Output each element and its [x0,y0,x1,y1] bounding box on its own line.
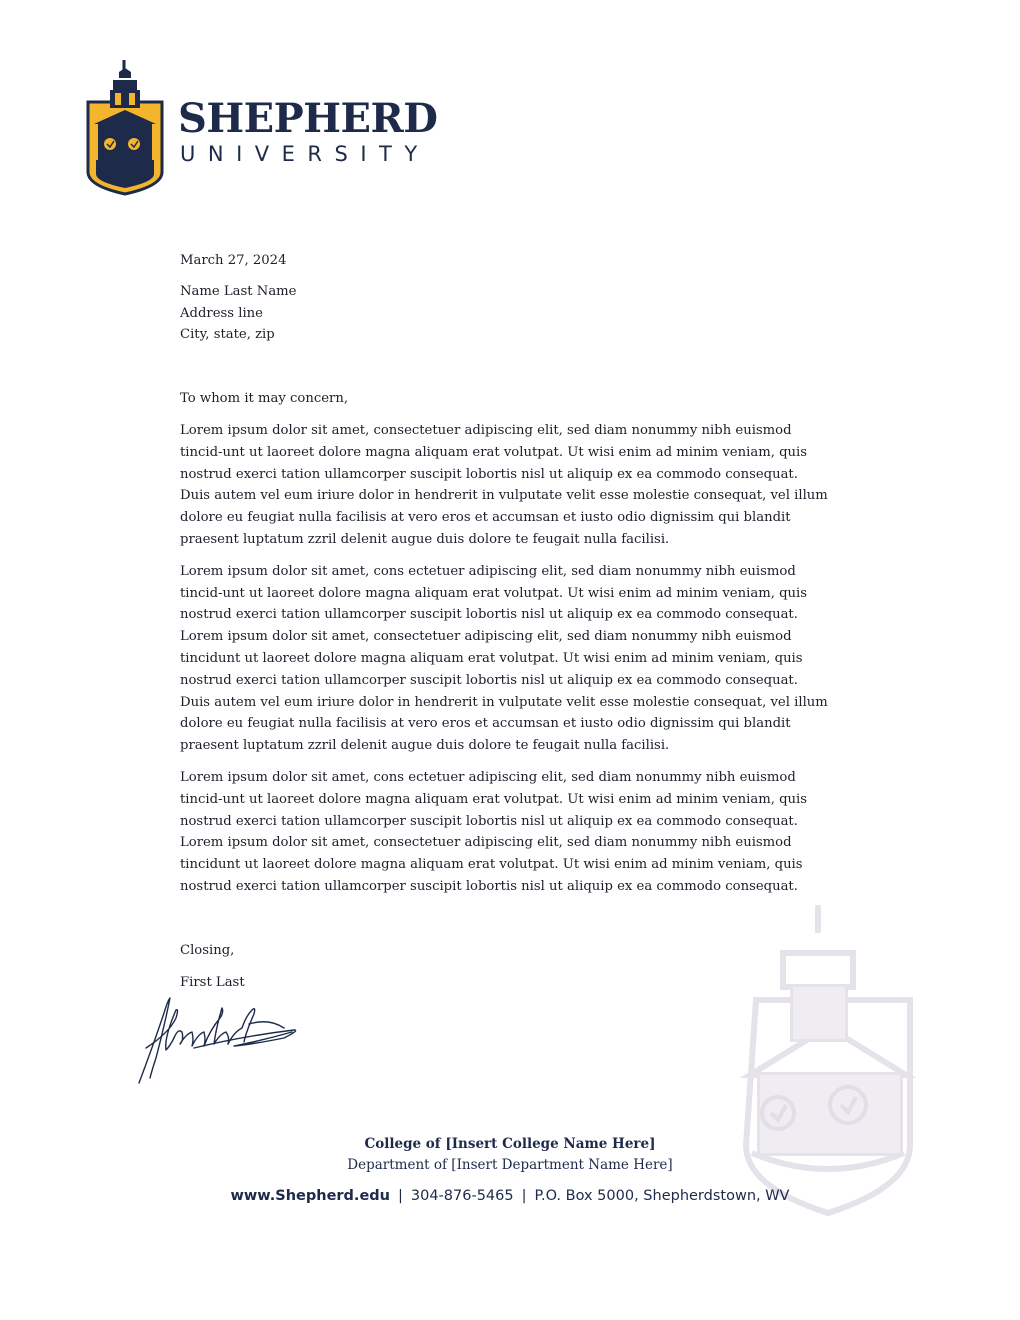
letter-body [180,250,832,993]
handwritten-signature [134,988,300,1088]
recipient-name: Name Last Name [180,283,297,299]
logo-subtitle: UNIVERSITY [180,142,430,166]
body-paragraph: Lorem ipsum dolor sit amet, cons ectetuer adipiscing elit, sed diam nonummy nibh euismod tincid-unt ut laoreet dolore magna aliquam erat volutpat. Ut wisi enim ad minim veniam, quis nostrud exerci tation ullamcorper suscipit lobortis nisl ut aliquip ex ea commodo consequat. Lorem ipsum dolor sit amet, consectetuer adipiscing elit, sed diam nonummy nibh euismod tincidunt ut laoreet dolore magna aliquam erat volutpat. Ut wisi enim ad minim veniam, quis nostrud exerci tation ullamcorper suscipit lobortis nisl ut aliquip ex ea commodo consequat. Duis autem vel eum iriure dolor in hendrerit in vulputate velit esse molestie consequat, vel illum dolore eu feugiat nulla facilisis at vero eros et accumsan et iusto odio dignissim qui blandit praesent luptatum zzril delenit augue duis dolore te feugait nulla facilisi. [180,563,828,754]
signer-name: First Last [180,974,245,990]
footer-phone: 304-876-5465 [410,1188,514,1204]
footer-separator: | [397,1188,403,1204]
clock-tower-crest-icon [86,60,164,196]
recipient-city: City, state, zip [180,327,275,343]
logo-wordmark: SHEPHERD [178,95,438,142]
footer-college: College of [Insert College Name Here] [364,1136,656,1152]
footer-address: P.O. Box 5000, Shepherdstown, WV [534,1188,790,1204]
recipient-address: Address line [180,305,263,321]
shepherd-university-logo [86,60,446,196]
footer-separator: | [521,1188,527,1204]
letter-date: March 27, 2024 [180,253,287,268]
footer-contact-line [0,1188,1020,1204]
body-paragraph: Lorem ipsum dolor sit amet, consectetuer adipiscing elit, sed diam nonummy nibh euismod tincid-unt ut laoreet dolore magna aliquam erat volutpat. Ut wisi enim ad minim veniam, quis nostrud exerci tation ullamcorper suscipit lobortis nisl ut aliquip ex ea commodo consequat. Duis autem vel eum iriure dolor in hendrerit in vulputate velit esse molestie consequat, vel illum dolore eu feugiat nulla facilisis at vero eros et accumsan et iusto odio dignissim qui blandit praesent luptatum zzril delenit augue duis dolore te feugait nulla facilisi. [180,422,828,547]
closing: Closing, [180,942,235,958]
salutation: To whom it may concern, [180,391,349,407]
body-paragraph: Lorem ipsum dolor sit amet, cons ectetuer adipiscing elit, sed diam nonummy nibh euismod tincid-unt ut laoreet dolore magna aliquam erat volutpat. Ut wisi enim ad minim veniam, quis nostrud exerci tation ullamcorper suscipit lobortis nisl ut aliquip ex ea commodo consequat. Lorem ipsum dolor sit amet, consectetuer adipiscing elit, sed diam nonummy nibh euismod tincidunt ut laoreet dolore magna aliquam erat volutpat. Ut wisi enim ad minim veniam, quis nostrud exerci tation ullamcorper suscipit lobortis nisl ut aliquip ex ea commodo consequat. [180,769,807,894]
footer-website-link[interactable]: www.Shepherd.edu [230,1188,390,1204]
footer-department: Department of [Insert Department Name Here] [347,1157,673,1173]
